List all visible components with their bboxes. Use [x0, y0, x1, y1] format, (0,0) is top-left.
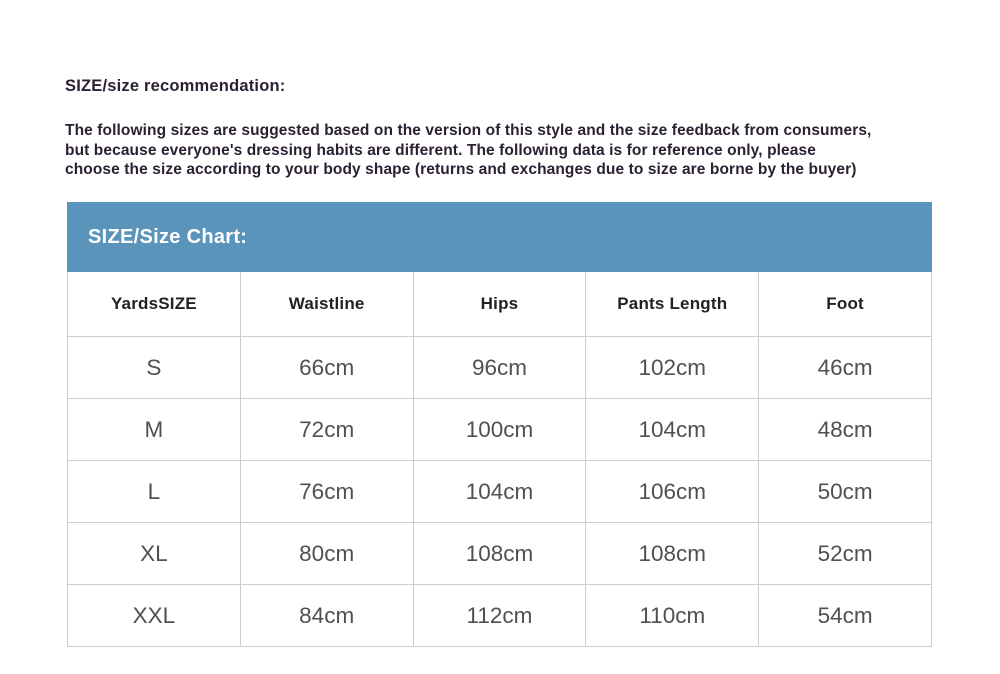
paragraph-line: choose the size according to your body shape (returns and exchanges due to size are borne by the buyer) [65, 161, 857, 178]
measurement-cell: 96cm [413, 337, 586, 399]
size-table-head [68, 272, 932, 337]
table-row [68, 585, 932, 647]
measurement-cell: 84cm [240, 585, 413, 647]
measurement-cell: 52cm [759, 523, 932, 585]
size-table-body [68, 337, 932, 647]
measurement-cell: 108cm [586, 523, 759, 585]
column-header: YardsSIZE [68, 272, 241, 337]
measurement-cell: 100cm [413, 399, 586, 461]
size-label-cell: L [68, 461, 241, 523]
column-header: Waistline [240, 272, 413, 337]
measurement-cell: 108cm [413, 523, 586, 585]
table-row [68, 461, 932, 523]
measurement-cell: 54cm [759, 585, 932, 647]
measurement-cell: 76cm [240, 461, 413, 523]
measurement-cell: 106cm [586, 461, 759, 523]
header-row [68, 272, 932, 337]
size-label-cell: M [68, 399, 241, 461]
size-chart-title: SIZE/Size Chart: [88, 225, 248, 248]
size-chart-title-bar [67, 202, 932, 272]
size-table [67, 272, 932, 647]
paragraph-line: The following sizes are suggested based on the version of this style and the size feedback from consumers, [65, 122, 872, 139]
column-header: Pants Length [586, 272, 759, 337]
measurement-cell: 110cm [586, 585, 759, 647]
measurement-cell: 48cm [759, 399, 932, 461]
table-row [68, 399, 932, 461]
size-label-cell: XL [68, 523, 241, 585]
size-label-cell: XXL [68, 585, 241, 647]
measurement-cell: 46cm [759, 337, 932, 399]
column-header: Foot [759, 272, 932, 337]
measurement-cell: 66cm [240, 337, 413, 399]
measurement-cell: 102cm [586, 337, 759, 399]
measurement-cell: 50cm [759, 461, 932, 523]
measurement-cell: 104cm [586, 399, 759, 461]
size-recommendation-heading: SIZE/size recommendation: [65, 77, 286, 95]
measurement-cell: 72cm [240, 399, 413, 461]
paragraph-line: but because everyone's dressing habits are different. The following data is for reference only, please [65, 141, 816, 159]
measurement-cell: 112cm [413, 585, 586, 647]
measurement-cell: 104cm [413, 461, 586, 523]
column-header: Hips [413, 272, 586, 337]
size-label-cell: S [68, 337, 241, 399]
measurement-cell: 80cm [240, 523, 413, 585]
size-chart-section [67, 202, 932, 647]
table-row [68, 523, 932, 585]
size-recommendation-paragraph [65, 121, 945, 180]
table-row [68, 337, 932, 399]
